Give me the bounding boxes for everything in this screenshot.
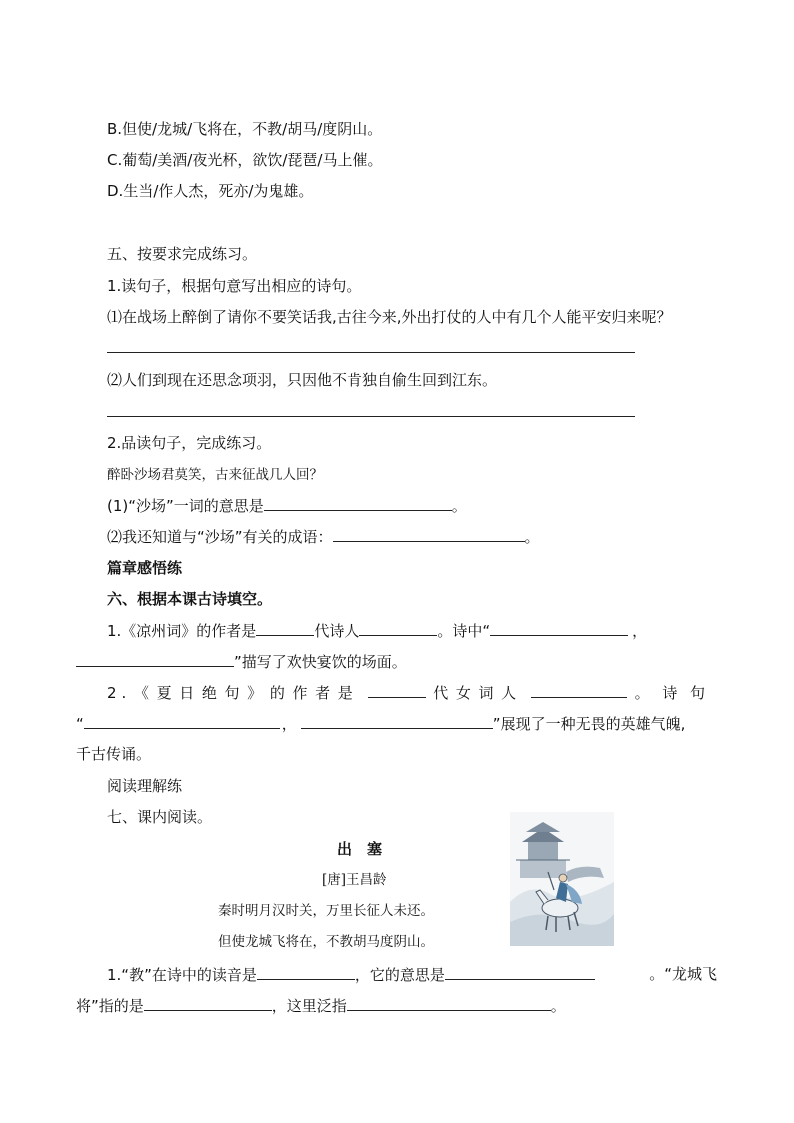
section6-q1-line1 — [107, 620, 647, 641]
q2-prompt: 2.《夏日绝句》的作者是 — [107, 684, 361, 702]
q2-2-end: 。 — [524, 528, 540, 546]
q1-comma: ， — [632, 622, 648, 640]
section5-q2-title: 2.品读句子，完成练习。 — [107, 434, 272, 452]
blank[interactable] — [84, 713, 280, 729]
q1-mid: ，它的意思是 — [354, 966, 445, 984]
heading-chapter: 篇章感悟练 — [107, 559, 183, 577]
q1-mid: 代诗人 — [314, 622, 360, 640]
blank[interactable] — [368, 682, 426, 698]
q2-comma: ， — [281, 715, 297, 733]
blank[interactable] — [490, 620, 628, 636]
blank[interactable] — [256, 620, 314, 636]
q2-end: 。诗句 — [634, 684, 715, 702]
section5-q1-2: ⑵人们到现在还思念项羽，只因他不肯独自偷生回到江东。 — [107, 371, 498, 389]
blank[interactable] — [445, 964, 595, 980]
section5-q2-2 — [107, 526, 540, 547]
option-c: C.葡萄/美酒/夜光杯，欲饮/琵琶/马上催。 — [107, 151, 383, 169]
q1-end: 。“龙城飞 — [649, 965, 717, 983]
option-d: D.生当/作人杰，死亦/为鬼雄。 — [107, 182, 314, 200]
section6-q2-line2 — [76, 713, 685, 734]
section6-q2-line1 — [107, 682, 715, 703]
q1-period: 。 — [550, 997, 566, 1015]
blank[interactable] — [264, 495, 452, 511]
section5-q2-1 — [107, 495, 467, 516]
section6-q2-line3: 千古传诵。 — [76, 745, 152, 763]
q1-refer: ，这里泛指 — [271, 997, 347, 1015]
answer-line-1[interactable] — [107, 352, 635, 353]
section5-q1-1: ⑴在战场上醉倒了请你不要笑话我,古往今来,外出打仗的人中有几个人能平安归来呢？ — [107, 308, 672, 326]
q2-desc: ”展现了一种无畏的英雄气魄, — [492, 715, 686, 733]
blank[interactable] — [301, 713, 493, 729]
blank[interactable] — [531, 682, 627, 698]
blank[interactable] — [76, 651, 234, 667]
q1-prompt: 1.“教”在诗中的读音是 — [107, 966, 257, 984]
q1-quote-open: 。诗中“ — [437, 622, 491, 640]
general-illustration — [510, 812, 614, 946]
section6-title: 六、根据本课古诗填空。 — [107, 590, 273, 608]
section7-q1-line1 — [107, 964, 717, 985]
poem-line-1: 秦时明月汉时关，万里长征人未还。 — [218, 903, 434, 919]
q2-2-prompt: ⑵我还知道与“沙场”有关的成语： — [107, 528, 333, 546]
heading-reading: 阅读理解练 — [107, 777, 183, 795]
section7-title: 七、课内阅读。 — [107, 808, 213, 826]
blank[interactable] — [347, 995, 551, 1011]
blank[interactable] — [359, 620, 437, 636]
q1-end: ”描写了欢快宴饮的场面。 — [234, 653, 407, 671]
section7-q1-line2 — [76, 995, 566, 1016]
q1-prompt: 1.《凉州词》的作者是 — [107, 622, 257, 640]
blank[interactable] — [257, 964, 355, 980]
q2-mid: 代女词人 — [433, 684, 524, 702]
q2-quote-open: “ — [76, 715, 84, 733]
section6-q1-line2 — [76, 651, 407, 672]
answer-line-2[interactable] — [107, 416, 635, 417]
section5-q2-quote: 醉卧沙场君莫笑，古来征战几人回？ — [107, 467, 323, 483]
poem-author: [唐]王昌龄 — [322, 872, 387, 888]
section5-q1-title: 1.读句子，根据句意写出相应的诗句。 — [107, 277, 362, 295]
section5-title: 五、按要求完成练习。 — [107, 245, 258, 263]
poem-title: 出 塞 — [337, 840, 383, 858]
q2-1-prompt: (1)“沙场”一词的意思是 — [107, 497, 264, 515]
blank[interactable] — [144, 995, 272, 1011]
q2-1-end: 。 — [451, 497, 467, 515]
q1-ref: 将”指的是 — [76, 997, 144, 1015]
poem-line-2: 但使龙城飞将在，不教胡马度阴山。 — [218, 934, 434, 950]
option-b: B.但使/龙城/飞将在，不教/胡马/度阴山。 — [107, 120, 383, 138]
blank[interactable] — [333, 526, 525, 542]
